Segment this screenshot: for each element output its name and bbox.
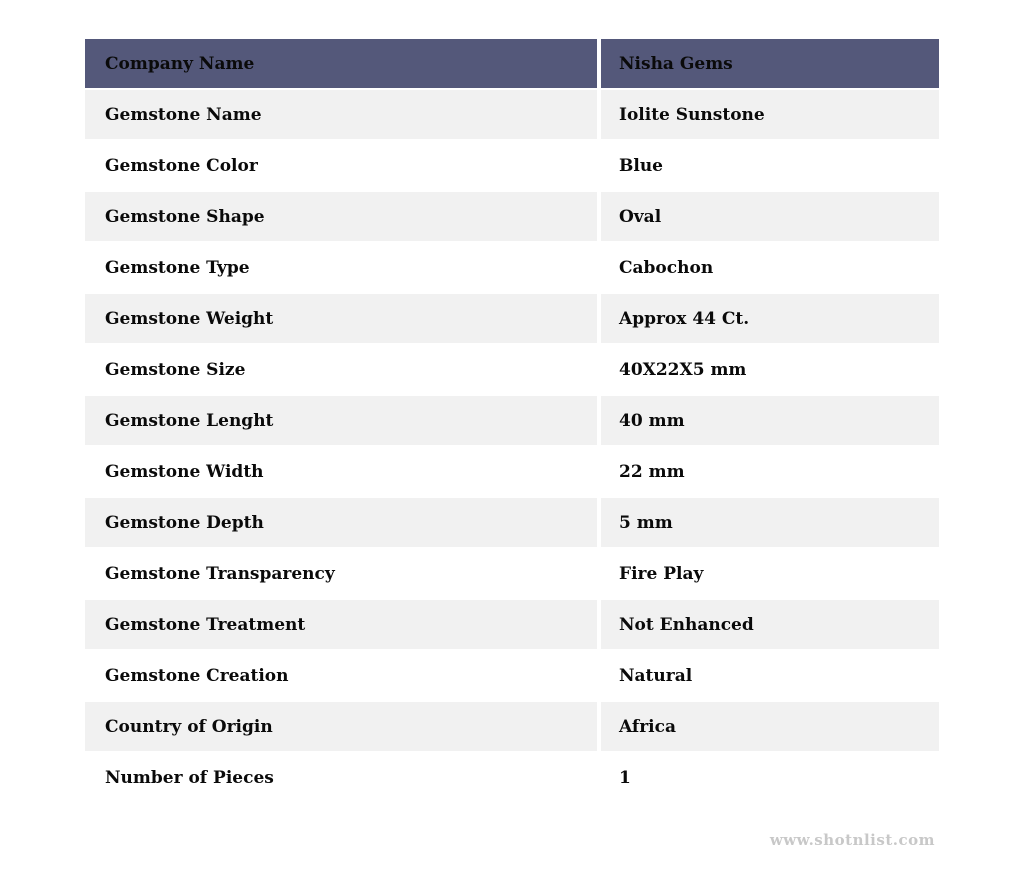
row-value: 40 mm [601,396,939,445]
row-value: Approx 44 Ct. [601,294,939,343]
table-row [85,651,939,700]
table-row [85,600,939,649]
header-label-cell: Company Name [85,39,597,88]
row-label: Gemstone Size [85,345,597,394]
row-label: Gemstone Creation [85,651,597,700]
row-label: Country of Origin [85,702,597,751]
table-row [85,753,939,802]
row-label: Gemstone Type [85,243,597,292]
row-label: Gemstone Weight [85,294,597,343]
row-value: Africa [601,702,939,751]
row-label: Gemstone Color [85,141,597,190]
row-label: Number of Pieces [85,753,597,802]
row-value: Not Enhanced [601,600,939,649]
table-row [85,141,939,190]
row-label: Gemstone Shape [85,192,597,241]
row-label: Gemstone Transparency [85,549,597,598]
row-label: Gemstone Depth [85,498,597,547]
row-value: Blue [601,141,939,190]
table-row [85,498,939,547]
spec-table [85,39,939,802]
row-value: Iolite Sunstone [601,90,939,139]
table-row [85,447,939,496]
row-value: Natural [601,651,939,700]
row-value: 40X22X5 mm [601,345,939,394]
row-value: 1 [601,753,939,802]
table-row [85,702,939,751]
watermark: www.shotnlist.com [769,831,935,849]
row-label: Gemstone Name [85,90,597,139]
row-label: Gemstone Lenght [85,396,597,445]
row-value: 5 mm [601,498,939,547]
table-row [85,90,939,139]
table-header-row [85,39,939,88]
table-row [85,396,939,445]
row-label: Gemstone Width [85,447,597,496]
row-value: 22 mm [601,447,939,496]
table-row [85,243,939,292]
table-row [85,345,939,394]
table-row [85,192,939,241]
table-row [85,549,939,598]
row-value: Cabochon [601,243,939,292]
header-value-cell: Nisha Gems [601,39,939,88]
row-value: Fire Play [601,549,939,598]
row-label: Gemstone Treatment [85,600,597,649]
row-value: Oval [601,192,939,241]
table-row [85,294,939,343]
